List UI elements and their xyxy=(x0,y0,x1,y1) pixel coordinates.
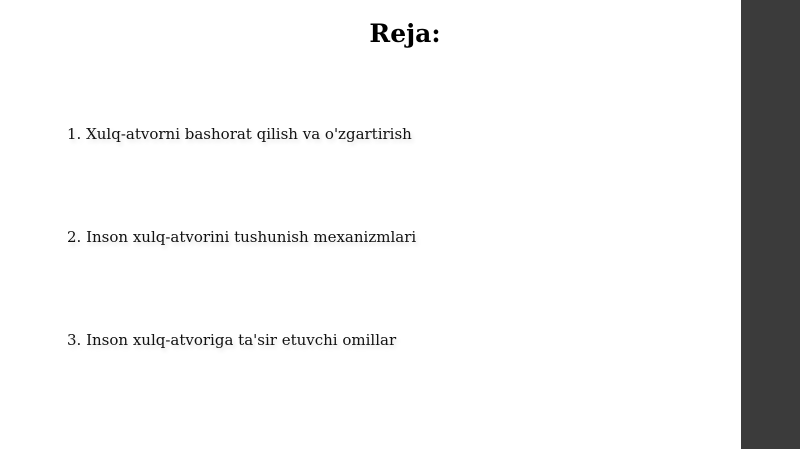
plan-item-1: 1. Xulq-atvorni bashorat qilish va o'zgartirish xyxy=(67,125,412,143)
plan-item-3: 3. Inson xulq-atvoriga ta'sir etuvchi omillar xyxy=(67,331,397,349)
plan-item-2: 2. Inson xulq-atvorini tushunish mexanizmlari xyxy=(67,228,417,246)
side-panel xyxy=(741,0,800,449)
slide-title: Reja: xyxy=(369,19,441,48)
